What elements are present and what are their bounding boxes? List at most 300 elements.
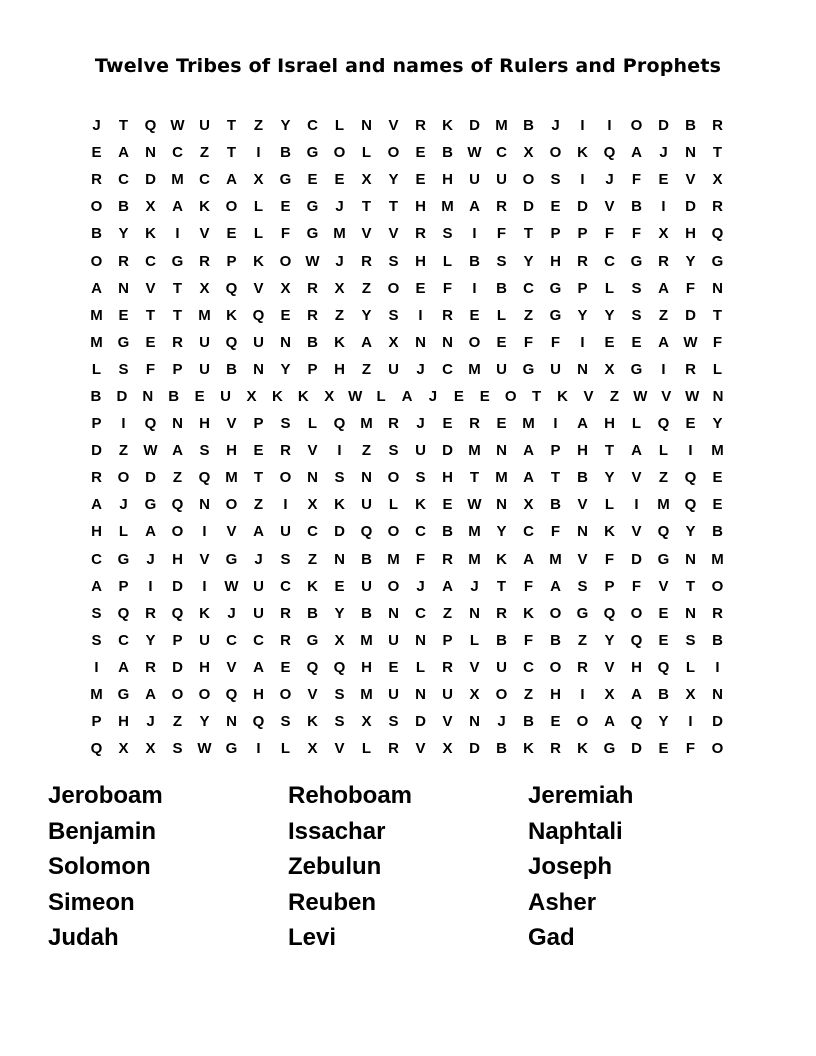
grid-letter: N bbox=[388, 604, 399, 622]
grid-letter: V bbox=[361, 225, 372, 243]
grid-letter: A bbox=[145, 523, 156, 541]
grid-letter: E bbox=[145, 333, 156, 351]
grid-letter: H bbox=[631, 658, 642, 676]
grid-letter: E bbox=[442, 496, 453, 514]
grid-letter: P bbox=[91, 415, 102, 433]
grid-letter: O bbox=[279, 469, 292, 487]
grid-letter: Q bbox=[225, 279, 238, 297]
grid-letter: W bbox=[197, 740, 212, 758]
grid-letter: Q bbox=[657, 658, 670, 676]
grid-letter: V bbox=[442, 713, 453, 731]
grid-letter: I bbox=[175, 225, 180, 243]
grid-letter: G bbox=[630, 360, 643, 378]
grid-letter: E bbox=[479, 387, 490, 405]
grid-letter: G bbox=[117, 550, 130, 568]
grid-letter: H bbox=[685, 225, 696, 243]
grid-letter: D bbox=[685, 306, 696, 324]
grid-letter: U bbox=[442, 686, 453, 704]
grid-letter: B bbox=[118, 198, 129, 216]
grid-letter: G bbox=[225, 550, 238, 568]
grid-letter: P bbox=[118, 577, 129, 595]
grid-row bbox=[83, 166, 731, 193]
grid-letter: M bbox=[468, 523, 481, 541]
grid-letter: X bbox=[199, 279, 210, 297]
grid-letter: D bbox=[442, 442, 453, 460]
grid-letter: F bbox=[280, 225, 291, 243]
grid-letter: M bbox=[360, 415, 373, 433]
grid-letter: Z bbox=[442, 604, 453, 622]
grid-letter: N bbox=[253, 360, 264, 378]
grid-letter: I bbox=[94, 658, 99, 676]
grid-row bbox=[83, 383, 731, 410]
grid-letter: Q bbox=[684, 469, 697, 487]
grid-letter: Z bbox=[253, 496, 264, 514]
grid-letter: Q bbox=[333, 658, 346, 676]
grid-letter: Z bbox=[658, 306, 669, 324]
grid-letter: D bbox=[469, 740, 480, 758]
grid-letter: G bbox=[171, 252, 184, 270]
grid-letter: R bbox=[172, 333, 183, 351]
grid-row bbox=[83, 302, 731, 329]
grid-letter: O bbox=[711, 740, 724, 758]
grid-letter: I bbox=[418, 306, 423, 324]
grid-letter: Y bbox=[361, 306, 372, 324]
grid-letter: S bbox=[91, 631, 102, 649]
grid-letter: B bbox=[712, 631, 723, 649]
grid-letter: X bbox=[280, 279, 291, 297]
grid-letter: Y bbox=[604, 469, 615, 487]
grid-letter: O bbox=[549, 604, 562, 622]
grid-letter: N bbox=[685, 144, 696, 162]
grid-letter: I bbox=[148, 577, 153, 595]
grid-letter: N bbox=[172, 415, 183, 433]
grid-letter: V bbox=[226, 523, 237, 541]
grid-letter: O bbox=[711, 577, 724, 595]
grid-letter: W bbox=[143, 442, 158, 460]
grid-letter: B bbox=[712, 523, 723, 541]
grid-letter: N bbox=[685, 550, 696, 568]
grid-letter: F bbox=[523, 631, 534, 649]
grid-letter: I bbox=[661, 198, 666, 216]
grid-letter: I bbox=[580, 686, 585, 704]
grid-letter: V bbox=[388, 225, 399, 243]
grid-letter: P bbox=[442, 631, 453, 649]
grid-letter: Y bbox=[685, 523, 696, 541]
grid-letter: Z bbox=[118, 442, 129, 460]
grid-letter: M bbox=[657, 496, 670, 514]
grid-letter: O bbox=[171, 686, 184, 704]
grid-letter: U bbox=[361, 577, 372, 595]
grid-letter: D bbox=[172, 577, 183, 595]
grid-letter: G bbox=[603, 740, 616, 758]
grid-letter: Q bbox=[684, 496, 697, 514]
grid-letter: Q bbox=[144, 117, 157, 135]
grid-letter: A bbox=[361, 333, 372, 351]
grid-letter: L bbox=[280, 740, 291, 758]
grid-letter: R bbox=[145, 604, 156, 622]
grid-letter: R bbox=[712, 198, 723, 216]
grid-letter: Z bbox=[307, 550, 318, 568]
grid-letter: S bbox=[388, 252, 399, 270]
grid-letter: R bbox=[685, 360, 696, 378]
grid-letter: A bbox=[118, 658, 129, 676]
grid-letter: Z bbox=[609, 387, 619, 405]
grid-letter: Z bbox=[172, 469, 183, 487]
word-list-item: Solomon bbox=[48, 853, 151, 880]
grid-letter: N bbox=[142, 387, 154, 405]
grid-row bbox=[83, 518, 731, 545]
grid-letter: S bbox=[280, 550, 291, 568]
grid-letter: Q bbox=[360, 523, 373, 541]
grid-letter: H bbox=[442, 171, 453, 189]
grid-letter: P bbox=[172, 631, 183, 649]
grid-letter: O bbox=[387, 144, 400, 162]
grid-letter: A bbox=[145, 686, 156, 704]
grid-letter: Q bbox=[333, 415, 346, 433]
grid-letter: T bbox=[172, 306, 183, 324]
page-title: Twelve Tribes of Israel and names of Rulers and Prophets bbox=[94, 55, 722, 77]
grid-letter: R bbox=[145, 658, 156, 676]
grid-letter: N bbox=[496, 442, 507, 460]
grid-letter: U bbox=[199, 631, 210, 649]
grid-letter: U bbox=[199, 360, 210, 378]
grid-letter: E bbox=[685, 415, 696, 433]
grid-letter: D bbox=[145, 171, 156, 189]
grid-letter: V bbox=[658, 577, 669, 595]
grid-letter: S bbox=[199, 442, 210, 460]
grid-letter: U bbox=[220, 387, 231, 405]
grid-letter: Y bbox=[388, 171, 399, 189]
grid-letter: T bbox=[496, 577, 507, 595]
grid-letter: O bbox=[333, 144, 346, 162]
grid-letter: O bbox=[504, 387, 517, 405]
grid-letter: F bbox=[631, 225, 642, 243]
grid-letter: Q bbox=[711, 225, 724, 243]
grid-letter: A bbox=[631, 442, 642, 460]
grid-letter: Y bbox=[604, 631, 615, 649]
grid-letter: O bbox=[495, 686, 508, 704]
grid-letter: M bbox=[468, 360, 481, 378]
grid-letter: W bbox=[633, 387, 648, 405]
grid-row bbox=[83, 627, 731, 654]
grid-letter: C bbox=[253, 631, 264, 649]
grid-letter: M bbox=[495, 469, 508, 487]
grid-letter: Y bbox=[145, 631, 156, 649]
grid-letter: P bbox=[307, 360, 318, 378]
word-list-item: Judah bbox=[48, 924, 119, 951]
grid-letter: Z bbox=[199, 144, 210, 162]
grid-letter: P bbox=[577, 279, 588, 297]
grid-letter: A bbox=[523, 550, 534, 568]
grid-letter: F bbox=[685, 740, 696, 758]
grid-letter: L bbox=[604, 279, 615, 297]
grid-row bbox=[83, 275, 731, 302]
grid-letter: P bbox=[604, 577, 615, 595]
grid-letter: R bbox=[280, 604, 291, 622]
grid-letter: R bbox=[118, 252, 129, 270]
grid-letter: S bbox=[280, 713, 291, 731]
grid-letter: R bbox=[361, 252, 372, 270]
grid-letter: V bbox=[583, 387, 594, 405]
grid-letter: D bbox=[658, 117, 669, 135]
grid-letter: O bbox=[522, 171, 535, 189]
grid-letter: Q bbox=[657, 523, 670, 541]
grid-letter: Q bbox=[144, 415, 157, 433]
grid-letter: S bbox=[280, 415, 291, 433]
grid-letter: W bbox=[224, 577, 239, 595]
grid-letter: O bbox=[387, 469, 400, 487]
word-list-item: Gad bbox=[528, 924, 575, 951]
grid-letter: V bbox=[199, 225, 210, 243]
grid-letter: I bbox=[715, 658, 720, 676]
grid-letter: F bbox=[631, 577, 642, 595]
grid-letter: L bbox=[442, 252, 453, 270]
grid-letter: R bbox=[388, 740, 399, 758]
grid-letter: Q bbox=[171, 604, 184, 622]
grid-letter: T bbox=[532, 387, 542, 405]
grid-letter: P bbox=[550, 442, 561, 460]
grid-letter: O bbox=[549, 658, 562, 676]
grid-letter: Q bbox=[198, 469, 211, 487]
grid-letter: M bbox=[468, 442, 481, 460]
grid-letter: V bbox=[631, 469, 642, 487]
grid-letter: H bbox=[199, 415, 210, 433]
grid-letter: A bbox=[469, 198, 480, 216]
grid-letter: O bbox=[387, 279, 400, 297]
grid-letter: X bbox=[307, 740, 318, 758]
grid-letter: F bbox=[523, 333, 534, 351]
grid-letter: A bbox=[631, 686, 642, 704]
grid-letter: E bbox=[415, 144, 426, 162]
grid-letter: Q bbox=[630, 713, 643, 731]
grid-letter: Y bbox=[496, 523, 507, 541]
grid-letter: R bbox=[91, 469, 102, 487]
grid-letter: L bbox=[604, 496, 615, 514]
grid-letter: X bbox=[469, 686, 480, 704]
grid-letter: N bbox=[577, 360, 588, 378]
grid-letter: F bbox=[712, 333, 723, 351]
grid-letter: J bbox=[416, 360, 425, 378]
grid-letter: Y bbox=[334, 604, 345, 622]
grid-letter: G bbox=[522, 360, 535, 378]
grid-letter: B bbox=[90, 387, 102, 405]
grid-row bbox=[83, 220, 731, 247]
grid-letter: G bbox=[279, 171, 292, 189]
grid-letter: L bbox=[712, 360, 723, 378]
grid-letter: Z bbox=[361, 442, 372, 460]
grid-letter: N bbox=[712, 686, 723, 704]
grid-letter: L bbox=[469, 631, 480, 649]
grid-letter: L bbox=[496, 306, 507, 324]
grid-letter: J bbox=[335, 252, 344, 270]
grid-letter: O bbox=[387, 523, 400, 541]
grid-row bbox=[83, 112, 731, 139]
grid-letter: G bbox=[549, 306, 562, 324]
grid-letter: C bbox=[118, 631, 129, 649]
grid-letter: C bbox=[442, 360, 453, 378]
grid-letter: B bbox=[496, 631, 507, 649]
grid-letter: D bbox=[172, 658, 183, 676]
grid-letter: X bbox=[604, 686, 615, 704]
grid-letter: K bbox=[523, 740, 534, 758]
grid-letter: V bbox=[307, 442, 318, 460]
grid-letter: E bbox=[496, 415, 507, 433]
grid-letter: H bbox=[604, 415, 615, 433]
word-list-item: Reuben bbox=[288, 888, 377, 916]
grid-row bbox=[83, 410, 731, 437]
grid-letter: V bbox=[145, 279, 156, 297]
grid-letter: O bbox=[225, 198, 238, 216]
grid-letter: R bbox=[550, 740, 561, 758]
grid-letter: I bbox=[580, 333, 585, 351]
grid-letter: N bbox=[145, 144, 156, 162]
grid-letter: B bbox=[442, 523, 453, 541]
grid-letter: Z bbox=[523, 686, 534, 704]
word-list-item: Simeon bbox=[48, 888, 135, 916]
grid-letter: S bbox=[118, 360, 129, 378]
grid-letter: N bbox=[496, 496, 507, 514]
grid-letter: X bbox=[145, 740, 156, 758]
grid-letter: U bbox=[415, 442, 426, 460]
grid-letter: Q bbox=[252, 713, 265, 731]
grid-letter: B bbox=[361, 550, 372, 568]
grid-letter: D bbox=[577, 198, 588, 216]
grid-letter: T bbox=[253, 469, 264, 487]
grid-letter: I bbox=[472, 225, 477, 243]
grid-letter: B bbox=[550, 496, 561, 514]
grid-letter: G bbox=[117, 333, 130, 351]
word-list-item: Jeremiah bbox=[528, 782, 634, 809]
grid-letter: S bbox=[334, 686, 345, 704]
grid-letter: M bbox=[333, 225, 346, 243]
grid-letter: H bbox=[361, 658, 372, 676]
grid-letter: E bbox=[658, 631, 669, 649]
grid-letter: I bbox=[202, 577, 207, 595]
grid-letter: J bbox=[146, 550, 155, 568]
grid-letter: R bbox=[577, 658, 588, 676]
grid-letter: C bbox=[523, 658, 534, 676]
grid-letter: H bbox=[550, 686, 561, 704]
grid-letter: M bbox=[90, 686, 103, 704]
grid-letter: Y bbox=[280, 117, 291, 135]
grid-letter: E bbox=[496, 333, 507, 351]
grid-letter: A bbox=[442, 577, 453, 595]
grid-letter: G bbox=[306, 631, 319, 649]
grid-letter: H bbox=[415, 198, 426, 216]
grid-letter: E bbox=[712, 496, 723, 514]
grid-letter: T bbox=[226, 144, 237, 162]
grid-letter: E bbox=[442, 415, 453, 433]
grid-letter: C bbox=[118, 171, 129, 189]
grid-letter: T bbox=[712, 144, 723, 162]
grid-letter: G bbox=[225, 740, 238, 758]
grid-letter: W bbox=[683, 333, 698, 351]
grid-row bbox=[83, 356, 731, 383]
grid-letter: X bbox=[145, 198, 156, 216]
grid-letter: B bbox=[550, 631, 561, 649]
grid-letter: L bbox=[376, 387, 386, 405]
grid-letter: A bbox=[226, 171, 237, 189]
grid-letter: O bbox=[171, 523, 184, 541]
grid-letter: E bbox=[280, 198, 291, 216]
grid-letter: A bbox=[577, 415, 588, 433]
grid-letter: R bbox=[496, 198, 507, 216]
grid-letter: X bbox=[523, 144, 534, 162]
grid-letter: S bbox=[91, 604, 102, 622]
grid-letter: O bbox=[90, 198, 103, 216]
grid-letter: N bbox=[415, 686, 426, 704]
grid-letter: R bbox=[442, 658, 453, 676]
grid-row bbox=[83, 329, 731, 356]
grid-letter: D bbox=[334, 523, 345, 541]
grid-letter: D bbox=[685, 198, 696, 216]
grid-letter: L bbox=[91, 360, 102, 378]
grid-letter: U bbox=[469, 171, 480, 189]
grid-letter: O bbox=[198, 686, 211, 704]
grid-letter: B bbox=[658, 686, 669, 704]
grid-letter: G bbox=[306, 144, 319, 162]
grid-letter: E bbox=[604, 333, 615, 351]
grid-letter: O bbox=[576, 713, 589, 731]
grid-letter: L bbox=[388, 496, 399, 514]
grid-letter: G bbox=[657, 550, 670, 568]
grid-letter: M bbox=[387, 550, 400, 568]
grid-letter: O bbox=[630, 117, 643, 135]
grid-letter: L bbox=[307, 415, 318, 433]
grid-letter: K bbox=[496, 550, 507, 568]
grid-letter: K bbox=[415, 496, 426, 514]
grid-letter: M bbox=[441, 198, 454, 216]
grid-letter: S bbox=[550, 171, 561, 189]
grid-letter: L bbox=[253, 225, 264, 243]
grid-letter: A bbox=[91, 496, 102, 514]
grid-letter: E bbox=[91, 144, 102, 162]
grid-letter: A bbox=[118, 144, 129, 162]
grid-letter: L bbox=[415, 658, 426, 676]
grid-letter: B bbox=[307, 333, 318, 351]
grid-letter: I bbox=[553, 415, 558, 433]
grid-letter: A bbox=[253, 658, 264, 676]
grid-letter: U bbox=[253, 604, 264, 622]
grid-letter: W bbox=[685, 387, 700, 405]
grid-letter: D bbox=[712, 713, 723, 731]
grid-letter: A bbox=[550, 577, 561, 595]
grid-letter: Q bbox=[252, 306, 265, 324]
grid-letter: E bbox=[469, 306, 480, 324]
grid-letter: N bbox=[280, 333, 291, 351]
grid-letter: I bbox=[472, 279, 477, 297]
grid-letter: H bbox=[91, 523, 102, 541]
grid-letter: Q bbox=[117, 604, 130, 622]
grid-letter: E bbox=[550, 198, 561, 216]
grid-letter: Z bbox=[523, 306, 534, 324]
grid-letter: Y bbox=[685, 252, 696, 270]
grid-letter: Y bbox=[523, 252, 534, 270]
grid-letter: E bbox=[194, 387, 205, 405]
grid-letter: J bbox=[416, 415, 425, 433]
grid-letter: E bbox=[334, 171, 345, 189]
grid-letter: N bbox=[361, 117, 372, 135]
grid-letter: R bbox=[415, 117, 426, 135]
grid-letter: R bbox=[577, 252, 588, 270]
grid-letter: X bbox=[324, 387, 335, 405]
grid-letter: R bbox=[415, 225, 426, 243]
grid-letter: G bbox=[576, 604, 589, 622]
word-list-item: Zebulun bbox=[288, 853, 382, 880]
grid-letter: J bbox=[146, 713, 155, 731]
grid-letter: X bbox=[118, 740, 129, 758]
grid-letter: N bbox=[199, 496, 210, 514]
